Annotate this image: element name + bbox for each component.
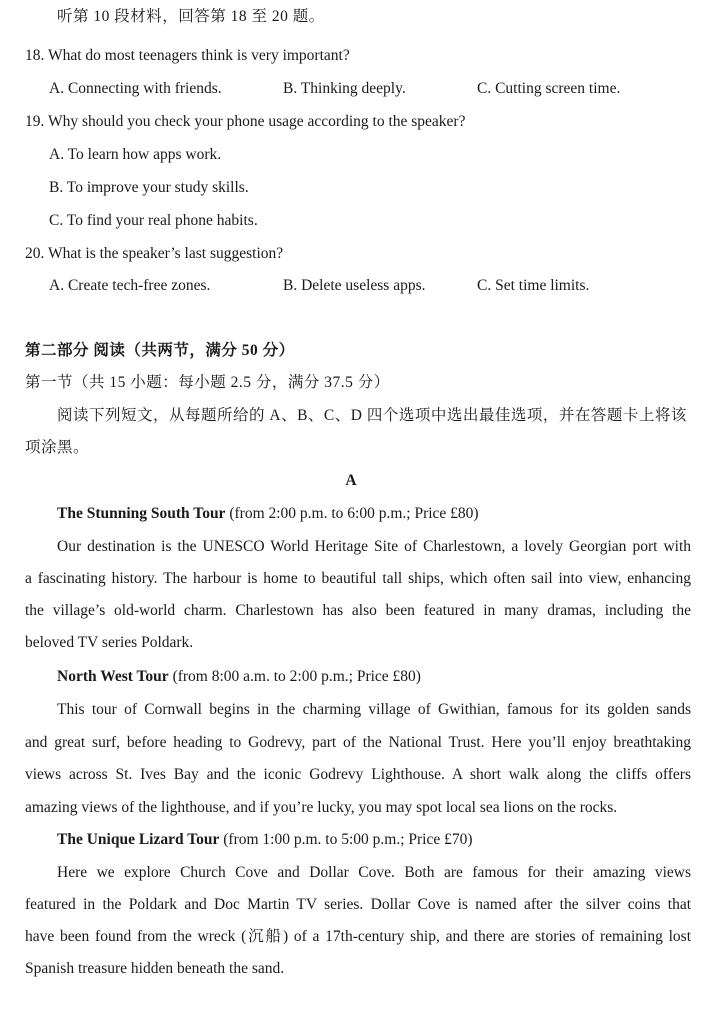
tour-header (57, 504, 479, 524)
paragraph-line: the village’s old-world charm. Charlestown has also been featured in many dramas, including the (25, 602, 691, 619)
option-b: B. To improve your study skills. (49, 179, 249, 196)
instruction-line-2: 项涂黑。 (25, 439, 90, 456)
paragraph-line: and great surf, before heading to Godrevy, part of the National Trust. Here you’ll enjoy breathtaking (25, 734, 691, 751)
question-stem: 18. What do most teenagers think is very important? (25, 47, 350, 64)
option-c: C. To find your real phone habits. (49, 212, 258, 229)
tour-header (57, 667, 421, 687)
section1-heading: 第一节（共 15 小题：每小题 2.5 分，满分 37.5 分） (25, 374, 390, 391)
tour-name: North West Tour (57, 668, 169, 685)
paragraph-line: Spanish treasure hidden beneath the sand. (25, 960, 285, 977)
option-c: C. Cutting screen time. (477, 80, 621, 97)
option-b: B. Delete useless apps. (283, 277, 426, 294)
tour-header (57, 830, 473, 850)
listening-intro: 听第 10 段材料，回答第 18 至 20 题。 (57, 8, 325, 25)
tour-name: The Unique Lizard Tour (57, 831, 220, 848)
option-b: B. Thinking deeply. (283, 80, 406, 97)
paragraph-line: a fascinating history. The harbour is home to beautiful tall ships, which often sail into view, enhancing (25, 570, 691, 587)
paragraph-line: Here we explore Church Cove and Dollar Cove. Both are famous for their amazing views (57, 864, 691, 881)
paragraph-line: featured in the Poldark and Doc Martin TV series. Dollar Cove is named after the silver coins that (25, 896, 691, 913)
option-c: C. Set time limits. (477, 277, 590, 294)
option-a: A. Create tech-free zones. (49, 277, 211, 294)
tour-name: The Stunning South Tour (57, 505, 226, 522)
tour-details: (from 1:00 p.m. to 5:00 p.m.; Price £70) (219, 831, 473, 848)
paragraph-line: amazing views of the lighthouse, and if you’re lucky, you may spot local sea lions on the rocks. (25, 799, 618, 816)
paragraph-line: This tour of Cornwall begins in the charming village of Gwithian, famous for its golden sands (57, 701, 691, 718)
part2-heading: 第二部分 阅读（共两节，满分 50 分） (25, 342, 295, 359)
passage-label: A (345, 472, 357, 489)
paragraph-line: beloved TV series Poldark. (25, 634, 194, 651)
option-a: A. Connecting with friends. (49, 80, 222, 97)
paragraph-line: views across St. Ives Bay and the iconic Godrevy Lighthouse. A short walk along the cliffs offers (25, 766, 691, 783)
option-a: A. To learn how apps work. (49, 146, 222, 163)
tour-details: (from 8:00 a.m. to 2:00 p.m.; Price £80) (168, 668, 421, 685)
tour-details: (from 2:00 p.m. to 6:00 p.m.; Price £80) (225, 505, 479, 522)
paragraph-line: have been found from the wreck (沉船) of a 17th-century ship, and there are stories of remaining lost (25, 928, 691, 945)
instruction-line-1: 阅读下列短文，从每题所给的 A、B、C、D 四个选项中选出最佳选项，并在答题卡上将该 (57, 407, 687, 424)
paragraph-line: Our destination is the UNESCO World Heritage Site of Charlestown, a lovely Georgian port with (57, 538, 691, 555)
question-stem: 20. What is the speaker’s last suggestion? (25, 245, 284, 262)
question-stem: 19. Why should you check your phone usage according to the speaker? (25, 113, 466, 130)
